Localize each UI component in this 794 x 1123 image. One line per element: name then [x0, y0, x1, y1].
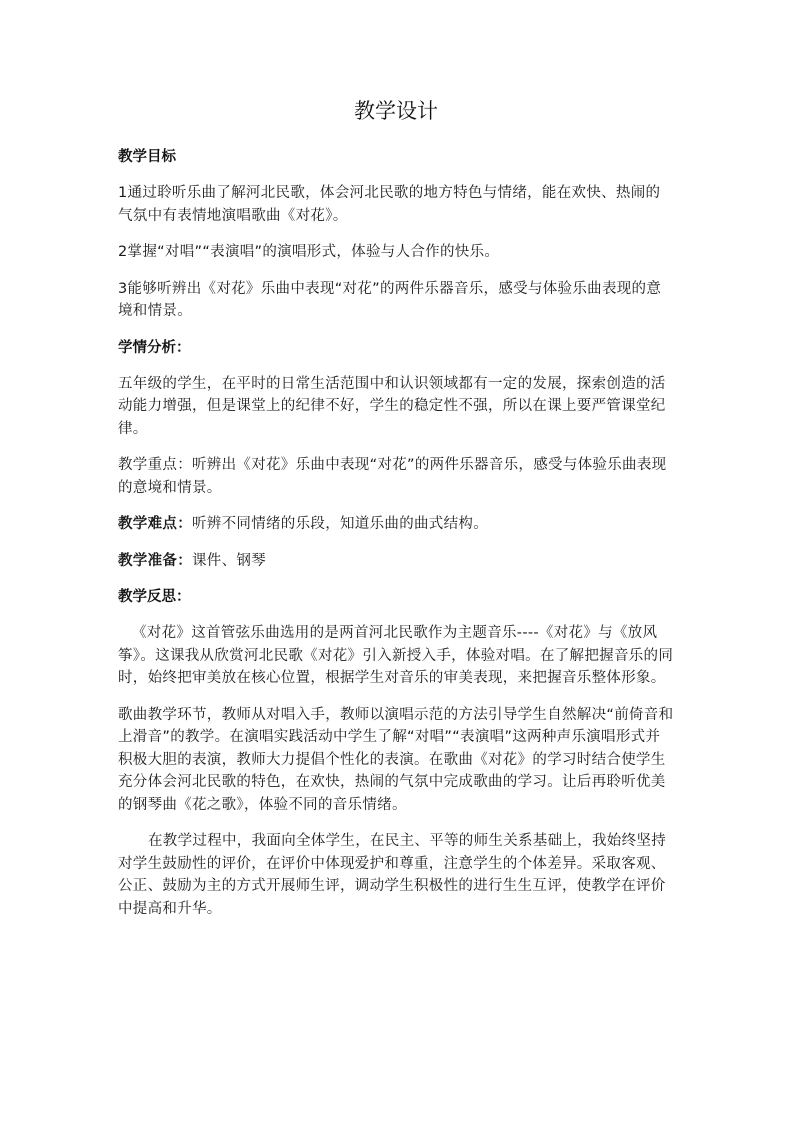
preparation-label: 教学准备： [118, 552, 192, 569]
difficulties [118, 513, 674, 536]
objectives-heading: 教学目标 [118, 149, 176, 165]
difficulties-label: 教学难点： [118, 516, 192, 532]
reflection-heading: 教学反思： [118, 589, 191, 605]
analysis-text: 五年级的学生，在平时的日常生活范围中和认识领域都有一定的发展，探索创造的活动能力增强，但是课堂上的纪律不好，学生的稳定性不强，所以在课上要严管课堂纪律。 [118, 375, 666, 437]
objective-item-1: 1通过聆听乐曲了解河北民歌，体会河北民歌的地方特色与情绪，能在欢快、热闹的气氛中有表情地演唱歌曲《对花》。 [118, 185, 661, 224]
reflection-paragraph-3: 在教学过程中，我面向全体学生，在民主、平等的师生关系基础上，我始终坚持对学生鼓励性的评价，在评价中体现爱护和尊重，注意学生的个体差异。采取客观、公正、鼓励为主的方式开展师生评，调动学生积极性的进行生生互评，使教学在评价中提高和升华。 [118, 833, 666, 917]
reflection-paragraph-1: 《对花》这首管弦乐曲选用的是两首河北民歌作为主题音乐----《对花》与《放风筝》。这课我从欣赏河北民歌《对花》引入新授入手，体验对唱。在了解把握音乐的同时，始终把审美放在核心位置，根据学生对音乐的审美表现，来把握音乐整体形象。 [118, 625, 674, 686]
objective-item-3: 3能够听辨出《对花》乐曲中表现“对花”的两件乐器音乐，感受与体验乐曲表现的意境和情景。 [118, 280, 662, 319]
difficulties-text: 听辨不同情绪的乐段，知道乐曲的曲式结构。 [192, 516, 488, 532]
analysis-heading: 学情分析： [118, 339, 191, 356]
document-page [118, 96, 674, 934]
reflection-paragraph-2: 歌曲教学环节，教师从对唱入手，教师以演唱示范的方法引导学生自然解决“前倚音和上滑音”的教学。在演唱实践活动中学生了解“对唱”“表演唱”这两种声乐演唱形式并积极大胆的表演，教师大力提倡个性化的表演。在歌曲《对花》的学习时结合使学生充分体会河北民歌的特色，在欢快，热闹的气氛中完成歌曲的学习。让后再聆听优美的钢琴曲《花之歌》，体验不同的音乐情绪。 [118, 706, 674, 813]
key-points-text: 听辨出《对花》乐曲中表现“对花”的两件乐器音乐，感受与体验乐曲表现的意境和情景。 [118, 457, 667, 496]
key-points-label: 教学重点： [118, 457, 192, 473]
preparation [118, 550, 674, 573]
preparation-text: 课件、钢琴 [192, 552, 266, 569]
document-title: 教学设计 [354, 99, 438, 123]
objective-item-2: 2掌握“对唱”“表演唱”的演唱形式，体验与人合作的快乐。 [118, 244, 500, 260]
key-points [118, 454, 674, 499]
